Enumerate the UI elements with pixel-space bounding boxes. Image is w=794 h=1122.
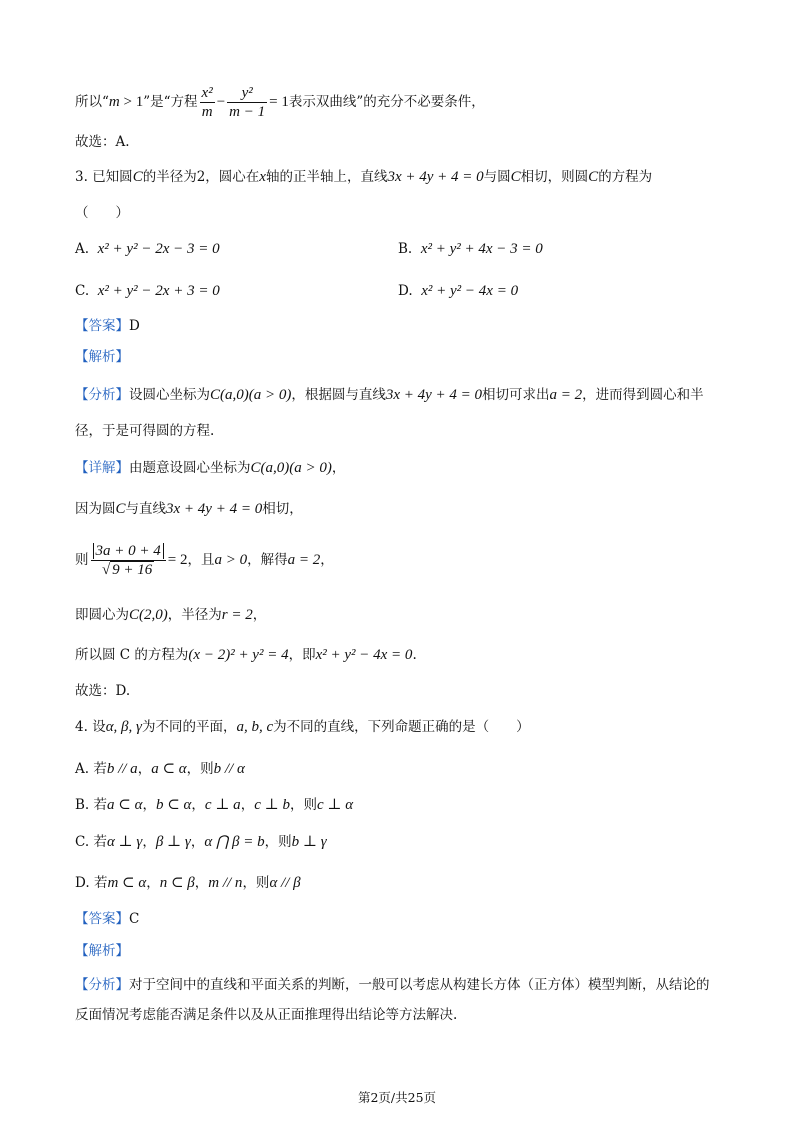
- question-4-analysis-line-1: 【分析】对于空间中的直线和平面关系的判断，一般可以考虑从构建长方体（正方体）模型判断，从结论的: [75, 977, 710, 993]
- fraction-x2-over-m: $\frac{\text{x²}}{m}$: [201, 85, 213, 120]
- question-4-answer: 【答案】C: [75, 911, 140, 927]
- question-3-detail-line-2: 因为圆C与直线3x + 4y + 4 = 0相切，: [75, 501, 303, 517]
- question-3-answer: 【答案】D: [75, 318, 140, 334]
- question-3-option-c: C. x² + y² − 2x + 3 = 0: [75, 283, 220, 299]
- question-3-detail-line-5: 所以圆 C 的方程为(x − 2)² + y² = 4，即x² + y² − 4x = 0.: [75, 647, 417, 663]
- question-3-analysis-line-2: 径，于是可得圆的方程.: [75, 423, 215, 439]
- question-4-option-d: D. 若m ⊂ α，n ⊂ β，m // n，则α // β: [75, 875, 301, 891]
- question-4-stem: 4. 设α, β, γ为不同的平面，a, b, c为不同的直线，下列命题正确的是（ ）: [75, 719, 530, 735]
- question-4-option-c: C. 若α ⊥ γ，β ⊥ γ，α ⋂ β = b，则b ⊥ γ: [75, 834, 327, 850]
- fraction-y2-over-m-minus-1: $\frac{\text{y²}}{m - 1}$: [229, 85, 266, 120]
- question-3-detail-line-3: 则 $\frac{3a + 0 + 4}{√ 9 + 16}$ = 2，且a > 0，解得a = 2，: [75, 543, 334, 578]
- question-3-detail-line-4: 即圆心为C(2,0)，半径为r = 2，: [75, 607, 267, 623]
- question-4-option-b: B. 若a ⊂ α，b ⊂ α，c ⊥ a，c ⊥ b，则c ⊥ α: [75, 797, 354, 813]
- question-4-analysis-line-2: 反面情况考虑能否满足条件以及从正面推理得出结论等方法解决.: [75, 1007, 458, 1023]
- text-line-conclusion: 所以“m > 1”是“方程 $\frac{\text{x²}}{m}$ − $\frac{\text{y²}}{m - 1}$ = 1表示双曲线”的充分不必要条件，: [75, 85, 485, 120]
- text-line-choice-a: 故选：A.: [75, 134, 130, 150]
- question-3-end: 故选：D.: [75, 683, 131, 699]
- distance-fraction: $\frac{3a + 0 + 4}{√ 9 + 16}$: [91, 542, 166, 579]
- question-3-analysis-line-1: 【分析】设圆心坐标为C(a,0)(a > 0)，根据圆与直线3x + 4y + 4 = 0相切可求出a = 2，进而得到圆心和半: [75, 387, 704, 403]
- question-3-detail-line-1: 【详解】由题意设圆心坐标为C(a,0)(a > 0)，: [75, 460, 346, 476]
- question-3-option-b: B. x² + y² + 4x − 3 = 0: [398, 241, 543, 257]
- question-3-paren: （ ）: [75, 205, 129, 221]
- question-4-option-a: A. 若b // a，a ⊂ α，则b // α: [75, 761, 245, 777]
- question-3-option-a: A. x² + y² − 2x − 3 = 0: [75, 241, 220, 257]
- question-3-option-d: D. x² + y² − 4x = 0: [398, 283, 519, 299]
- question-3-stem: 3. 已知圆C的半径为2，圆心在x轴的正半轴上，直线3x + 4y + 4 = 0与圆C相切，则圆C的方程为: [75, 169, 653, 185]
- page-footer: 第2页/共25页: [357, 1090, 437, 1105]
- question-3-analysis-heading: 【解析】: [75, 349, 129, 365]
- question-4-analysis-heading: 【解析】: [75, 943, 129, 959]
